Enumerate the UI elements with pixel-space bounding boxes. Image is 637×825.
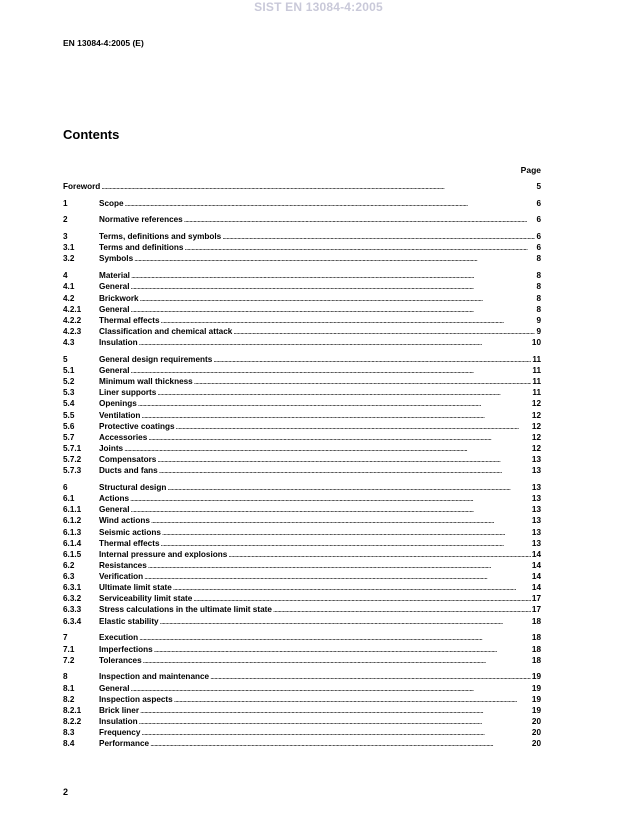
toc-entry[interactable] xyxy=(63,376,541,387)
toc-entry-title: Symbols xyxy=(99,254,134,264)
toc-entry-title: Brick liner xyxy=(99,705,140,715)
toc-entry-title: General xyxy=(99,304,130,314)
toc-leader-dots xyxy=(131,270,535,281)
toc-entry[interactable] xyxy=(63,515,541,526)
toc-entry-number: 8.2.1 xyxy=(63,705,82,715)
toc-entry-number: 8.3 xyxy=(63,728,75,738)
toc-leader-dots xyxy=(213,354,531,365)
toc-entry-title: Insulation xyxy=(99,338,138,348)
toc-entry[interactable] xyxy=(63,716,541,727)
toc-entry-title: Liner supports xyxy=(99,388,157,398)
toc-entry-number: 6.3 xyxy=(63,572,75,582)
toc-entry-page: 6 xyxy=(536,198,541,208)
toc-entry-page: 13 xyxy=(531,505,541,515)
toc-entry-title: Classification and chemical attack xyxy=(99,326,233,336)
toc-entry-title: Structural design xyxy=(99,482,167,492)
toc-entry[interactable] xyxy=(63,604,541,615)
toc-entry-page: 11 xyxy=(532,377,541,387)
toc-entry-number: 6.3.3 xyxy=(63,605,82,615)
toc-leader-dots xyxy=(138,398,531,409)
toc-entry-number: 5.5 xyxy=(63,410,75,420)
toc-entry-number: 4.2.3 xyxy=(63,326,82,336)
toc-entry[interactable] xyxy=(63,198,541,209)
toc-leader-dots xyxy=(140,705,531,716)
toc-entry-number: 2 xyxy=(63,215,68,225)
toc-entry-page: 5 xyxy=(536,182,541,191)
toc-entry-number: 5.3 xyxy=(63,388,75,398)
toc-entry[interactable] xyxy=(63,694,541,705)
toc-entry-title: General xyxy=(99,282,130,292)
toc-entry[interactable] xyxy=(63,582,541,593)
toc-entry[interactable] xyxy=(63,616,541,627)
toc-leader-dots xyxy=(141,727,530,738)
toc-entry-title: Normative references xyxy=(99,215,183,225)
toc-entry-page: 12 xyxy=(531,410,541,420)
toc-entry-title: Stress calculations in the ultimate limit state xyxy=(99,605,272,615)
toc-entry-number: 5 xyxy=(63,354,68,364)
toc-leader-dots xyxy=(151,515,531,526)
toc-entry-number: 1 xyxy=(63,198,68,208)
toc-entry-number: 8 xyxy=(63,672,68,682)
toc-entry[interactable] xyxy=(63,671,541,682)
toc-entry-page: 14 xyxy=(531,549,541,559)
toc-entry-title: Ventilation xyxy=(99,410,141,420)
toc-entry-page: 13 xyxy=(531,527,541,537)
toc-leader-dots xyxy=(148,560,531,571)
toc-entry-title: Terms and definitions xyxy=(99,243,184,253)
toc-entry[interactable] xyxy=(63,655,541,666)
toc-entry[interactable] xyxy=(63,493,541,504)
toc-leader-dots xyxy=(150,738,531,749)
toc-entry-page: 12 xyxy=(531,432,541,442)
toc-entry-title: Imperfections xyxy=(99,644,153,654)
toc-entry-title: Inspection aspects xyxy=(99,694,173,704)
toc-leader-dots xyxy=(174,694,531,705)
toc-leader-dots xyxy=(140,293,536,304)
toc-entry-number: 7.2 xyxy=(63,655,75,665)
toc-entry-page: 14 xyxy=(531,583,541,593)
toc-entry-number: 5.7 xyxy=(63,432,75,442)
toc-entry-page: 19 xyxy=(531,694,541,704)
toc-entry-number: 3 xyxy=(63,232,68,242)
toc-leader-dots xyxy=(131,504,531,515)
toc-entry-number: 6.3.4 xyxy=(63,616,82,626)
toc-entry-number: 6.2 xyxy=(63,560,75,570)
toc-entry-number: 5.7.2 xyxy=(63,455,82,465)
toc-entry-title: Compensators xyxy=(99,455,157,465)
toc-entry[interactable] xyxy=(63,632,541,643)
toc-entry-number: 6.3.2 xyxy=(63,594,82,604)
toc-entry[interactable] xyxy=(63,337,541,348)
toc-entry-page: 12 xyxy=(531,399,541,409)
toc-leader-dots xyxy=(184,242,535,253)
toc-entry-number: 5.4 xyxy=(63,399,75,409)
toc-leader-dots xyxy=(194,376,532,387)
toc-leader-dots xyxy=(101,181,535,192)
toc-leader-dots xyxy=(162,527,531,538)
toc-entry-page: 11 xyxy=(532,365,541,375)
toc-entry-number: 7.1 xyxy=(63,644,75,654)
toc-entry-title: Thermal effects xyxy=(99,315,160,325)
toc-entry[interactable] xyxy=(63,593,541,604)
toc-entry-title: Elastic stability xyxy=(99,616,159,626)
toc-entry-number: 7 xyxy=(63,633,68,643)
toc-entry-number: 6.1.5 xyxy=(63,549,82,559)
toc-entry[interactable] xyxy=(63,281,541,292)
toc-leader-dots xyxy=(131,281,536,292)
toc-entry[interactable] xyxy=(63,253,541,264)
toc-entry-page: 18 xyxy=(531,655,541,665)
toc-leader-dots xyxy=(124,443,531,454)
toc-entry[interactable] xyxy=(63,644,541,655)
toc-leader-dots xyxy=(193,593,531,604)
toc-entry[interactable] xyxy=(63,398,541,409)
toc-entry-title: Internal pressure and explosions xyxy=(99,549,228,559)
document-id: EN 13084-4:2005 (E) xyxy=(63,38,144,48)
toc-entry-title: Accessories xyxy=(99,432,148,442)
toc-entry[interactable] xyxy=(63,432,541,443)
toc-leader-dots xyxy=(139,337,531,348)
toc-leader-dots xyxy=(143,655,531,666)
toc-entry-number: 8.1 xyxy=(63,683,75,693)
toc-entry-page: 13 xyxy=(531,494,541,504)
page-column-label: Page xyxy=(520,165,541,175)
toc-entry-page: 17 xyxy=(531,594,541,604)
toc-leader-dots xyxy=(167,482,531,493)
page-number: 2 xyxy=(63,787,69,797)
toc-entry[interactable] xyxy=(63,214,541,225)
watermark: SIST EN 13084-4:2005 xyxy=(254,0,383,14)
toc-entry-number: 8.2.2 xyxy=(63,716,82,726)
toc-entry-number: 5.7.1 xyxy=(63,443,82,453)
toc-leader-dots xyxy=(160,616,531,627)
toc-leader-dots xyxy=(154,644,531,655)
toc-entry-title: Actions xyxy=(99,494,130,504)
toc-leader-dots xyxy=(144,571,531,582)
toc-entry-page: 19 xyxy=(531,683,541,693)
toc-entry-title: Ultimate limit state xyxy=(99,583,172,593)
toc-entry[interactable] xyxy=(63,270,541,281)
toc-entry-number: 4 xyxy=(63,271,68,281)
toc-entry-page: 18 xyxy=(531,644,541,654)
toc-entry[interactable] xyxy=(63,683,541,694)
toc-entry-title: Serviceability limit state xyxy=(99,594,193,604)
toc-entry-page: 6 xyxy=(536,232,541,242)
toc-entry-title: Terms, definitions and symbols xyxy=(99,232,222,242)
toc-entry-page: 12 xyxy=(531,443,541,453)
toc-entry-page: 20 xyxy=(531,739,541,749)
toc-entry-number: 6.1.3 xyxy=(63,527,82,537)
page-title: Contents xyxy=(63,127,120,142)
toc-entry-number: 6.1.1 xyxy=(63,505,82,515)
toc-entry-page: 13 xyxy=(531,538,541,548)
toc-leader-dots xyxy=(228,549,531,560)
toc-entry[interactable] xyxy=(63,571,541,582)
toc-entry-title: Thermal effects xyxy=(99,538,160,548)
toc-entry[interactable] xyxy=(63,482,541,493)
toc-entry-title: Resistances xyxy=(99,560,147,570)
toc-entry-title: General design requirements xyxy=(99,354,213,364)
toc-entry-page: 6 xyxy=(536,215,541,225)
toc-entry-title: Performance xyxy=(99,739,150,749)
toc-entry-number: 8.4 xyxy=(63,739,75,749)
toc-entry-number: 8.2 xyxy=(63,694,75,704)
toc-entry-page: 19 xyxy=(531,705,541,715)
toc-entry-number: 4.3 xyxy=(63,338,75,348)
toc-entry-page: 9 xyxy=(536,326,541,336)
toc-leader-dots xyxy=(130,493,531,504)
toc-entry[interactable] xyxy=(63,293,541,304)
toc-entry-number: 6.3.1 xyxy=(63,583,82,593)
toc-leader-dots xyxy=(273,604,531,615)
toc-entry-page: 13 xyxy=(531,455,541,465)
toc-entry[interactable] xyxy=(63,549,541,560)
toc-entry-title: Scope xyxy=(99,198,124,208)
toc-entry-page: 9 xyxy=(536,315,541,325)
toc-leader-dots xyxy=(157,387,531,398)
toc-entry-title: Inspection and maintenance xyxy=(99,672,210,682)
toc-entry-page: 20 xyxy=(531,728,541,738)
toc-entry-page: 8 xyxy=(536,282,541,292)
toc-entry-title: General xyxy=(99,683,130,693)
toc-entry-page: 13 xyxy=(531,516,541,526)
toc-entry-number: 6.1.2 xyxy=(63,516,82,526)
toc-entry[interactable] xyxy=(63,738,541,749)
toc-entry[interactable] xyxy=(63,304,541,315)
toc-entry[interactable] xyxy=(63,538,541,549)
toc-entry[interactable] xyxy=(63,387,541,398)
toc-entry-title: Foreword xyxy=(63,182,101,191)
toc-entry-number: 5.1 xyxy=(63,365,75,375)
toc-entry-page: 17 xyxy=(531,605,541,615)
toc-entry-number: 5.6 xyxy=(63,421,75,431)
toc-entry-title: Material xyxy=(99,271,130,281)
toc-entry-page: 19 xyxy=(531,672,541,682)
toc-leader-dots xyxy=(184,214,536,225)
toc-entry-number: 4.2.2 xyxy=(63,315,82,325)
toc-entry[interactable] xyxy=(63,560,541,571)
toc-entry-title: General xyxy=(99,365,130,375)
toc-entry[interactable] xyxy=(63,326,541,337)
toc-entry-page: 8 xyxy=(536,271,541,281)
toc-entry[interactable] xyxy=(63,315,541,326)
toc-leader-dots xyxy=(131,304,536,315)
toc-leader-dots xyxy=(148,432,531,443)
toc-entry-page: 8 xyxy=(536,293,541,303)
toc-entry-title: Wind actions xyxy=(99,516,150,526)
toc-entry-number: 3.2 xyxy=(63,254,75,264)
toc-leader-dots xyxy=(139,716,531,727)
toc-leader-dots xyxy=(159,465,531,476)
toc-entry[interactable] xyxy=(63,410,541,421)
toc-entry-page: 12 xyxy=(531,421,541,431)
toc-entry[interactable] xyxy=(63,231,541,242)
toc-entry-number: 4.2 xyxy=(63,293,75,303)
toc-entry-page: 14 xyxy=(531,572,541,582)
toc-entry-title: Minimum wall thickness xyxy=(99,377,193,387)
toc-leader-dots xyxy=(125,198,536,209)
toc-leader-dots xyxy=(233,326,535,337)
toc-entry[interactable] xyxy=(63,421,541,432)
toc-entry-title: Seismic actions xyxy=(99,527,161,537)
toc-entry[interactable] xyxy=(63,727,541,738)
toc-leader-dots xyxy=(161,315,536,326)
toc-entry-page: 14 xyxy=(531,560,541,570)
toc-entry-title: Execution xyxy=(99,633,139,643)
toc-leader-dots xyxy=(210,671,531,682)
toc-leader-dots xyxy=(131,365,532,376)
toc-entry[interactable] xyxy=(63,705,541,716)
toc-leader-dots xyxy=(139,632,531,643)
toc-entry-title: General xyxy=(99,505,130,515)
toc-leader-dots xyxy=(131,683,531,694)
toc-entry-page: 18 xyxy=(531,633,541,643)
toc-entry[interactable] xyxy=(63,181,541,192)
toc-entry-page: 11 xyxy=(532,388,541,398)
toc-entry-number: 4.2.1 xyxy=(63,304,82,314)
toc-entry[interactable] xyxy=(63,454,541,465)
toc-entry-title: Ducts and fans xyxy=(99,466,158,476)
toc-leader-dots xyxy=(173,582,531,593)
toc-entry-page: 8 xyxy=(536,254,541,264)
toc-entry[interactable] xyxy=(63,465,541,476)
toc-leader-dots xyxy=(222,231,535,242)
toc-entry-title: Verification xyxy=(99,572,144,582)
toc-entry-number: 3.1 xyxy=(63,243,75,253)
toc-entry-number: 6.1.4 xyxy=(63,538,82,548)
toc-entry-number: 6.1 xyxy=(63,494,75,504)
toc-leader-dots xyxy=(176,421,531,432)
toc-entry-number: 5.2 xyxy=(63,377,75,387)
toc-leader-dots xyxy=(161,538,531,549)
toc-entry-page: 10 xyxy=(531,338,541,348)
toc-entry-title: Protective coatings xyxy=(99,421,175,431)
toc-entry-page: 18 xyxy=(531,616,541,626)
toc-entry-title: Openings xyxy=(99,399,137,409)
toc-entry-page: 6 xyxy=(536,243,541,253)
toc-leader-dots xyxy=(157,454,531,465)
toc-entry-number: 4.1 xyxy=(63,282,75,292)
toc-entry-title: Tolerances xyxy=(99,655,142,665)
toc-leader-dots xyxy=(141,410,530,421)
toc-entry-number: 5.7.3 xyxy=(63,466,82,476)
toc-entry-page: 20 xyxy=(531,716,541,726)
toc-entry-title: Brickwork xyxy=(99,293,139,303)
toc-entry-page: 13 xyxy=(531,466,541,476)
toc-entry-page: 11 xyxy=(532,354,541,364)
toc-entry[interactable] xyxy=(63,354,541,365)
toc-entry[interactable] xyxy=(63,242,541,253)
toc-entry-title: Joints xyxy=(99,443,124,453)
toc-entry-page: 8 xyxy=(536,304,541,314)
toc-entry-title: Insulation xyxy=(99,716,138,726)
toc-entry[interactable] xyxy=(63,504,541,515)
table-of-contents xyxy=(63,181,541,749)
toc-entry[interactable] xyxy=(63,527,541,538)
toc-entry[interactable] xyxy=(63,365,541,376)
toc-entry[interactable] xyxy=(63,443,541,454)
toc-entry-page: 13 xyxy=(531,482,541,492)
toc-entry-title: Frequency xyxy=(99,728,141,738)
toc-leader-dots xyxy=(134,253,535,264)
toc-entry-number: 6 xyxy=(63,482,68,492)
